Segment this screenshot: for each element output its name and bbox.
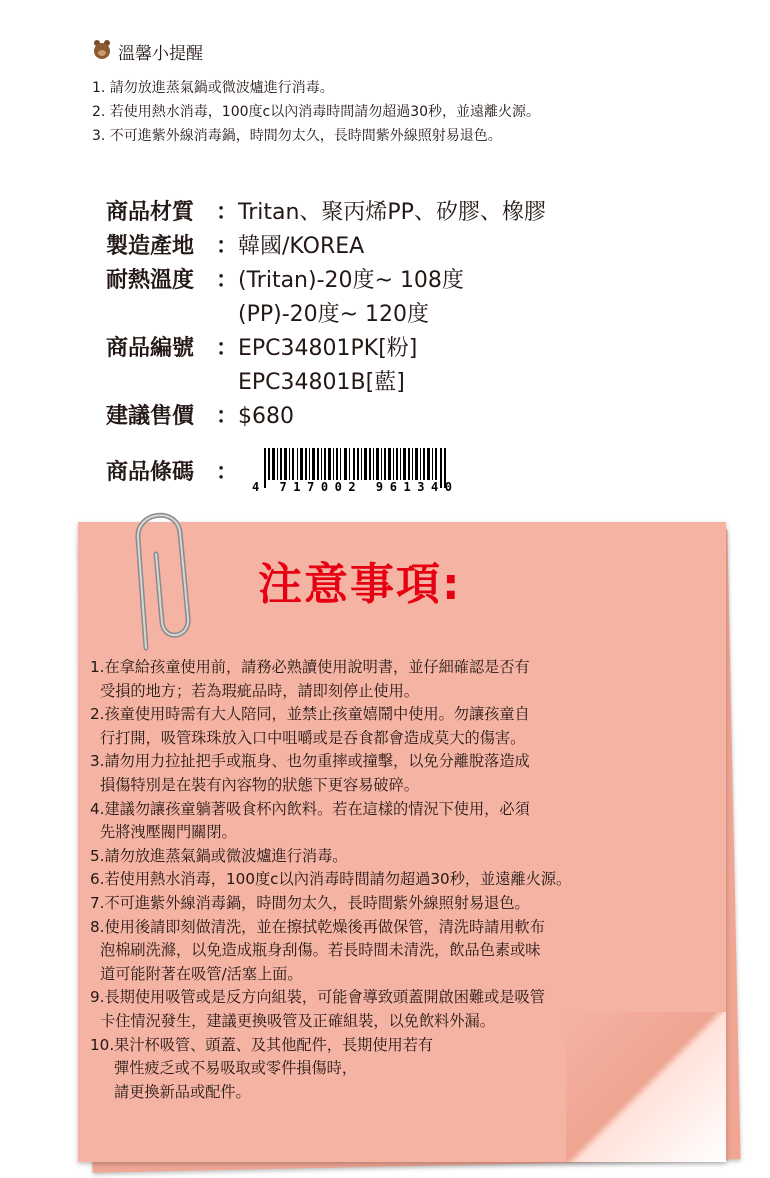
spec-code [106, 332, 546, 400]
spec-colon: ： [216, 268, 239, 293]
spec-label: 商品條碼 [106, 459, 195, 485]
page-curl [566, 1012, 726, 1162]
tips-title: 溫馨小提醒 [118, 44, 203, 64]
notice-item: 損傷特別是在裝有內容物的狀態下更容易破碎。 [100, 775, 419, 794]
spec-origin [106, 230, 546, 264]
notice-item: 行打開，吸管珠珠放入口中咀嚼或是吞食都會造成莫大的傷害。 [100, 728, 526, 747]
tips-list [92, 76, 540, 148]
notice-item: 卡住情況發生，建議更換吸管及正確組裝，以免飲料外漏。 [100, 1011, 495, 1030]
spec-colon: ： [216, 404, 239, 429]
notice-item: 請更換新品或配件。 [114, 1082, 251, 1101]
spec-colon: ： [216, 200, 239, 225]
spec-label: 建議售價 [106, 404, 195, 429]
spec-material [106, 196, 546, 230]
spec-colon: ： [216, 459, 239, 485]
barcode-digits: 4 717002 961340 [252, 480, 452, 492]
notice-item: 泡棉刷洗滌，以免造成瓶身刮傷。若長時間未清洗，飲品色素或味 [100, 941, 541, 960]
product-specs [106, 196, 546, 434]
bear-icon [92, 38, 112, 65]
notice-title: 注意事項: [258, 559, 462, 610]
notice-list [90, 656, 571, 1104]
barcode-row [106, 448, 466, 492]
notice-item: 3.請勿用力拉扯把手或瓶身、也勿重摔或撞擊，以免分離脫落造成 [90, 752, 530, 771]
notice-item: 2.孩童使用時需有大人陪同，並禁止孩童嬉鬧中使用。勿讓孩童自 [90, 705, 530, 724]
notice-item: 9.長期使用吸管或是反方向組裝，可能會導致頭蓋開啟困難或是吸管 [90, 988, 545, 1007]
paperclip-icon [118, 498, 198, 658]
notice-item: 1.在拿給孩童使用前，請務必熟讀使用說明書，並仔細確認是否有 [90, 658, 530, 676]
notice-item: 5.請勿放進蒸氣鍋或微波爐進行消毒。 [90, 846, 348, 865]
spec-value: (PP)-20度~ 120度 [238, 302, 430, 327]
spec-value: 韓國/KOREA [238, 234, 365, 259]
spec-value: $680 [238, 404, 294, 429]
spec-value: EPC34801B[藍] [238, 370, 405, 395]
notice-item: 彈性疲乏或不易吸取或零件損傷時， [114, 1059, 357, 1078]
spec-price [106, 400, 546, 434]
notice-item: 10.果汁杯吸管、頭蓋、及其他配件，長期使用若有 [90, 1035, 434, 1054]
notice-item: 6.若使用熱水消毒，100度c以內消毒時間請勿超過30秒，並遠離火源。 [90, 870, 572, 889]
barcode-image [252, 448, 466, 492]
notice-item: 7.不可進紫外線消毒鍋，時間勿太久，長時間紫外線照射易退色。 [90, 893, 530, 912]
tip-item: 3. 不可進紫外線消毒鍋，時間勿太久，長時間紫外線照射易退色。 [92, 128, 502, 144]
notice-item: 8.使用後請即刻做清洗，並在擦拭乾燥後再做保管，清洗時請用軟布 [90, 917, 545, 936]
spec-label: 耐熱溫度 [106, 268, 195, 293]
tips-header [92, 38, 203, 65]
notice-item: 受損的地方；若為瑕疵品時，請即刻停止使用。 [100, 681, 419, 700]
spec-label: 製造產地 [106, 234, 195, 259]
spec-colon: ： [216, 234, 239, 259]
spec-value: EPC34801PK[粉] [238, 336, 418, 361]
tip-item: 1. 請勿放進蒸氣鍋或微波爐進行消毒。 [92, 80, 334, 96]
spec-value: (Tritan)-20度~ 108度 [238, 268, 464, 293]
spec-colon: ： [216, 336, 239, 361]
spec-label: 商品編號 [106, 336, 195, 361]
spec-heat [106, 264, 546, 332]
spec-value: Tritan、聚丙烯PP、矽膠、橡膠 [238, 200, 546, 225]
spec-label: 商品材質 [106, 200, 195, 225]
notice-item: 先將洩壓閥門關閉。 [100, 823, 237, 842]
notice-item: 道可能附著在吸管/活塞上面。 [100, 964, 303, 983]
tip-item: 2. 若使用熱水消毒，100度c以內消毒時間請勿超過30秒，並遠離火源。 [92, 104, 541, 120]
notice-item: 4.建議勿讓孩童躺著吸食杯內飲料。若在這樣的情況下使用，必須 [90, 799, 530, 818]
